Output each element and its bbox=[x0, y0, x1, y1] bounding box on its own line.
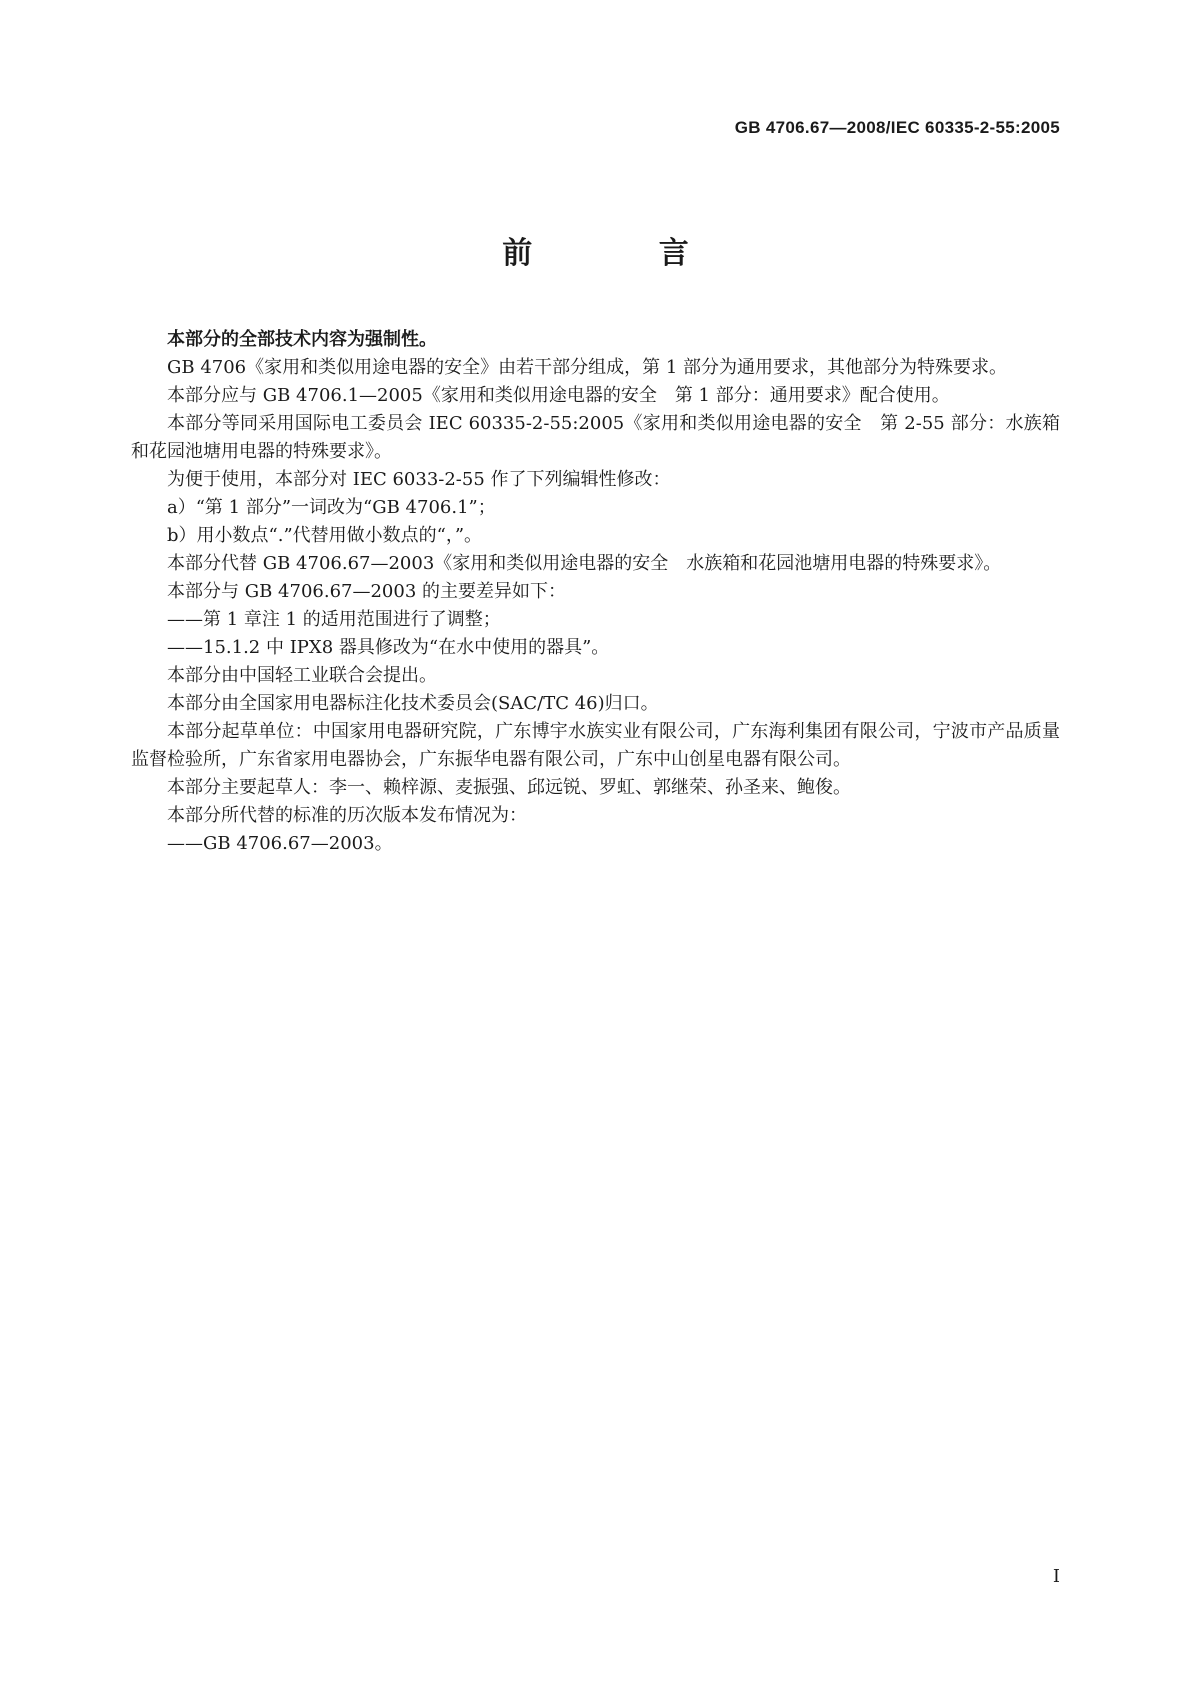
paragraph: 本部分所代替的标准的历次版本发布情况为： bbox=[167, 805, 527, 826]
paragraph: 本部分的全部技术内容为强制性。 bbox=[167, 329, 437, 350]
paragraph: 本部分主要起草人：李一、赖梓源、麦振强、邱远锐、罗虹、郭继荣、孙圣来、鲍俊。 bbox=[167, 777, 851, 798]
list-item: b）用小数点“.”代替用做小数点的“，”。 bbox=[167, 525, 483, 546]
paragraph: 本部分应与 GB 4706.1—2005《家用和类似用途电器的安全 第 1 部分：通用要求》配合使用。 bbox=[167, 385, 950, 406]
paragraph: 本部分起草单位：中国家用电器研究院，广东博宇水族实业有限公司，广东海利集团有限公司，宁波市产品质量监督检验所，广东省家用电器协会，广东振华电器有限公司，广东中山创星电器有限公司。 bbox=[131, 721, 1060, 770]
paragraph: 本部分与 GB 4706.67—2003 的主要差异如下： bbox=[167, 581, 567, 602]
paragraph: GB 4706《家用和类似用途电器的安全》由若干部分组成，第 1 部分为通用要求，其他部分为特殊要求。 bbox=[167, 357, 1008, 378]
list-item: a）“第 1 部分”一词改为“GB 4706.1”； bbox=[167, 497, 496, 518]
paragraph: 本部分等同采用国际电工委员会 IEC 60335-2-55:2005《家用和类似用途电器的安全 第 2-55 部分：水族箱和花园池塘用电器的特殊要求》。 bbox=[131, 413, 1060, 462]
page-number: I bbox=[1052, 1566, 1060, 1587]
paragraph: 本部分由全国家用电器标注化技术委员会(SAC/TC 46)归口。 bbox=[167, 693, 659, 714]
paragraph: 为便于使用，本部分对 IEC 6033-2-55 作了下列编辑性修改： bbox=[167, 469, 671, 490]
foreword-body bbox=[131, 326, 1060, 858]
list-item: ——15.1.2 中 IPX8 器具修改为“在水中使用的器具”。 bbox=[167, 637, 610, 658]
list-item: ——GB 4706.67—2003。 bbox=[167, 833, 393, 854]
page-title: 前 言 bbox=[502, 236, 747, 271]
paragraph: 本部分由中国轻工业联合会提出。 bbox=[167, 665, 437, 686]
paragraph: 本部分代替 GB 4706.67—2003《家用和类似用途电器的安全 水族箱和花园池塘用电器的特殊要求》。 bbox=[167, 553, 1002, 574]
standard-code: GB 4706.67—2008/IEC 60335-2-55:2005 bbox=[734, 118, 1060, 137]
list-item: ——第 1 章注 1 的适用范围进行了调整； bbox=[167, 609, 501, 630]
